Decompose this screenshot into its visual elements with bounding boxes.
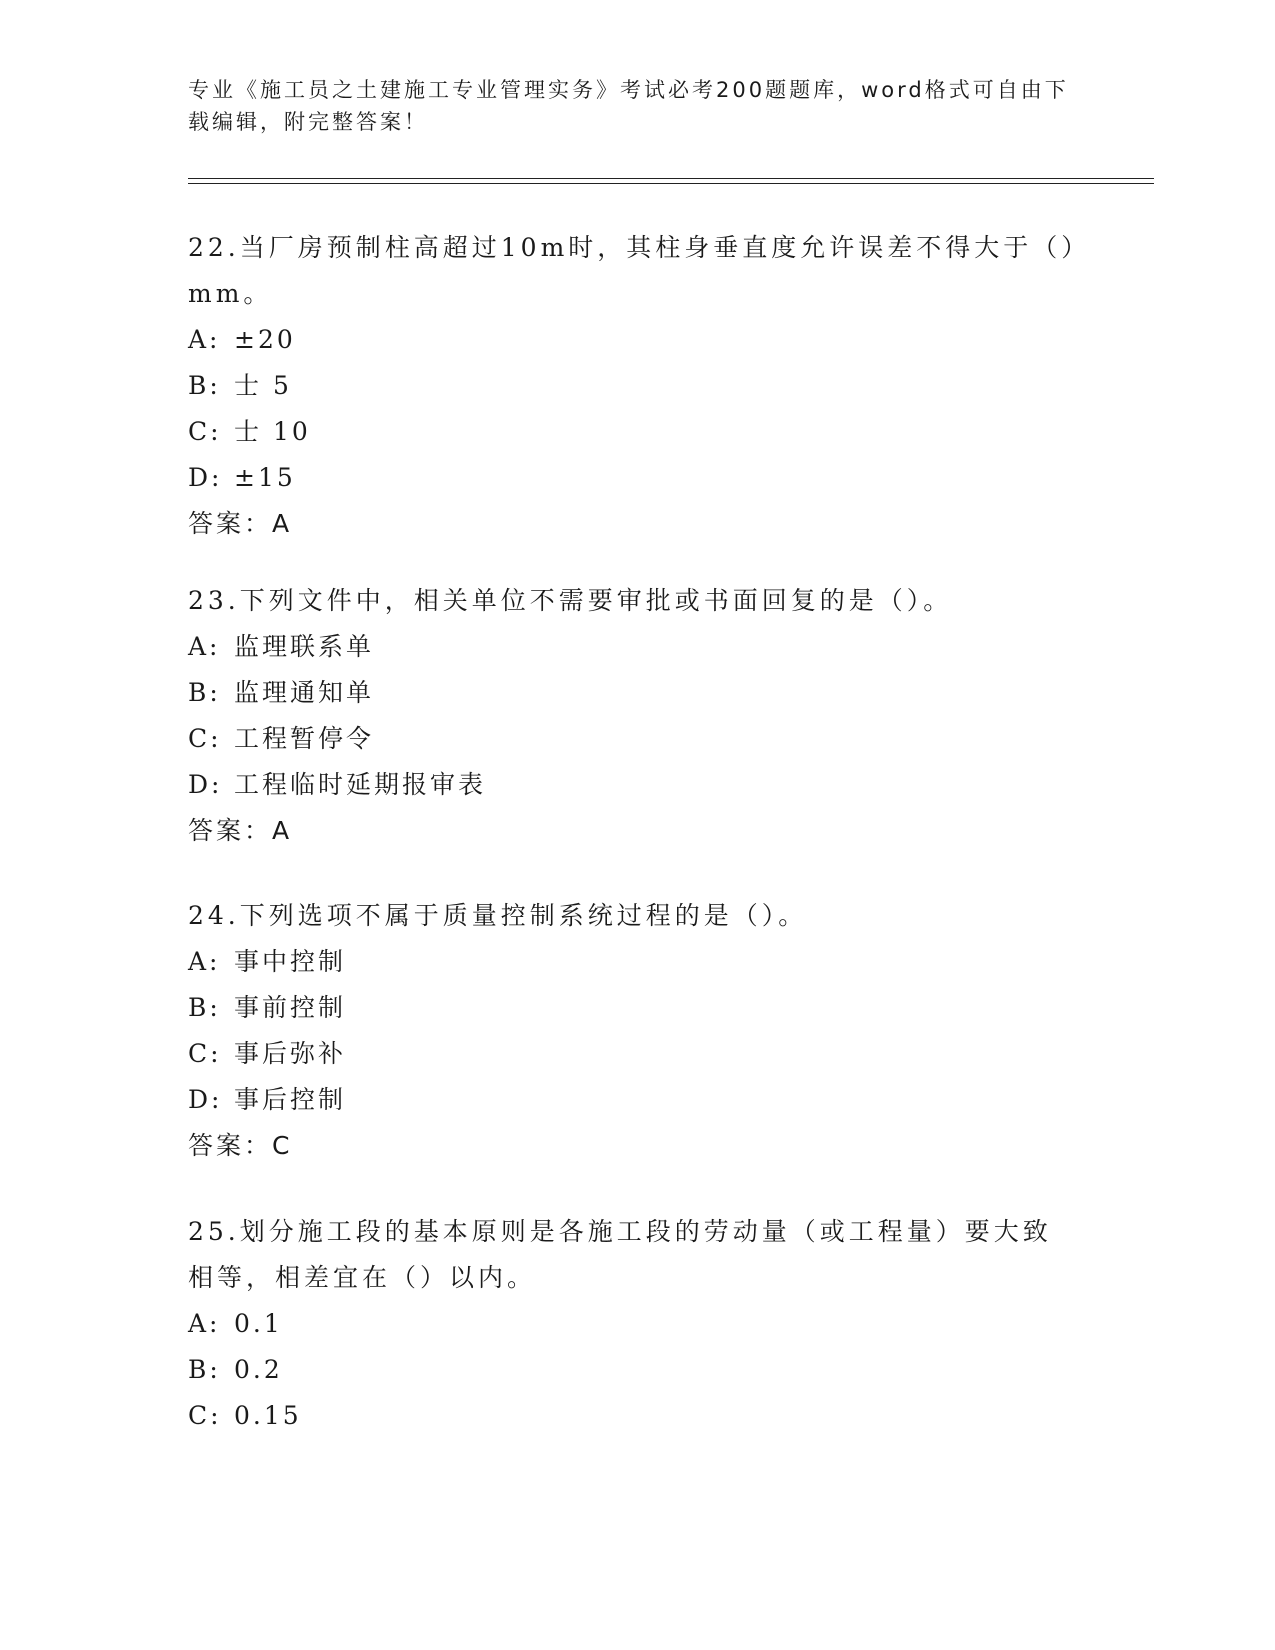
option-key: B: [188,678,221,707]
question-stem: 22.当厂房预制柱高超过10m时，其柱身垂直度允许误差不得大于（）mm。 [188,233,1078,308]
answer: 答案：A [188,509,293,538]
option-key: D: [188,1085,223,1114]
option-a [188,939,1078,985]
option-b [188,363,1078,409]
option-b [188,985,1078,1031]
option-key: A: [188,1309,221,1338]
option-text: 监理通知单 [234,678,375,707]
option-c [188,1031,1078,1077]
option-d [188,1077,1078,1123]
answer: 答案：A [188,816,293,845]
option-key: B: [188,1355,221,1384]
option-key: A: [188,947,221,976]
question-23 [188,578,1078,854]
option-c [188,409,1078,455]
option-a [188,624,1078,670]
question-25 [188,1209,1078,1439]
option-text: 监理联系单 [234,632,375,661]
option-text: 事前控制 [234,993,347,1022]
answer: 答案：C [188,1131,293,1160]
option-key: B: [188,371,221,400]
option-key: C: [188,724,222,753]
header-rule-top [188,178,1154,179]
option-key: D: [188,463,223,492]
option-text: 0.1 [234,1309,283,1338]
option-text: 工程临时延期报审表 [234,770,487,799]
option-text: ±15 [234,463,296,492]
question-22 [188,225,1078,547]
option-d [188,455,1078,501]
option-key: C: [188,1039,222,1068]
option-key: B: [188,993,221,1022]
option-text: 0.2 [234,1355,283,1384]
option-b [188,1347,1078,1393]
question-stem: 24.下列选项不属于质量控制系统过程的是（）。 [188,901,808,930]
option-key: C: [188,1401,222,1430]
option-text: 事中控制 [234,947,347,976]
header-rule-bottom [188,183,1154,184]
question-stem: 23.下列文件中，相关单位不需要审批或书面回复的是（）。 [188,586,953,615]
option-text: 事后控制 [234,1085,347,1114]
option-a [188,317,1078,363]
option-text: 工程暂停令 [234,724,375,753]
option-text: 士 5 [234,371,292,400]
option-text: 事后弥补 [234,1039,347,1068]
option-text: 0.15 [234,1401,302,1430]
option-key: D: [188,770,223,799]
question-stem: 25.划分施工段的基本原则是各施工段的劳动量（或工程量）要大致相等，相差宜在（）以内。 [188,1217,1052,1292]
option-c [188,1393,1078,1439]
option-text: ±20 [234,325,296,354]
option-key: A: [188,632,221,661]
option-key: C: [188,417,222,446]
option-text: 士 10 [234,417,311,446]
option-b [188,670,1078,716]
option-key: A: [188,325,221,354]
document-header: 专业《施工员之土建施工专业管理实务》考试必考200题题库，word格式可自由下载编辑，附完整答案！ [188,78,1069,134]
option-d [188,762,1078,808]
option-a [188,1301,1078,1347]
option-c [188,716,1078,762]
question-24 [188,893,1078,1169]
